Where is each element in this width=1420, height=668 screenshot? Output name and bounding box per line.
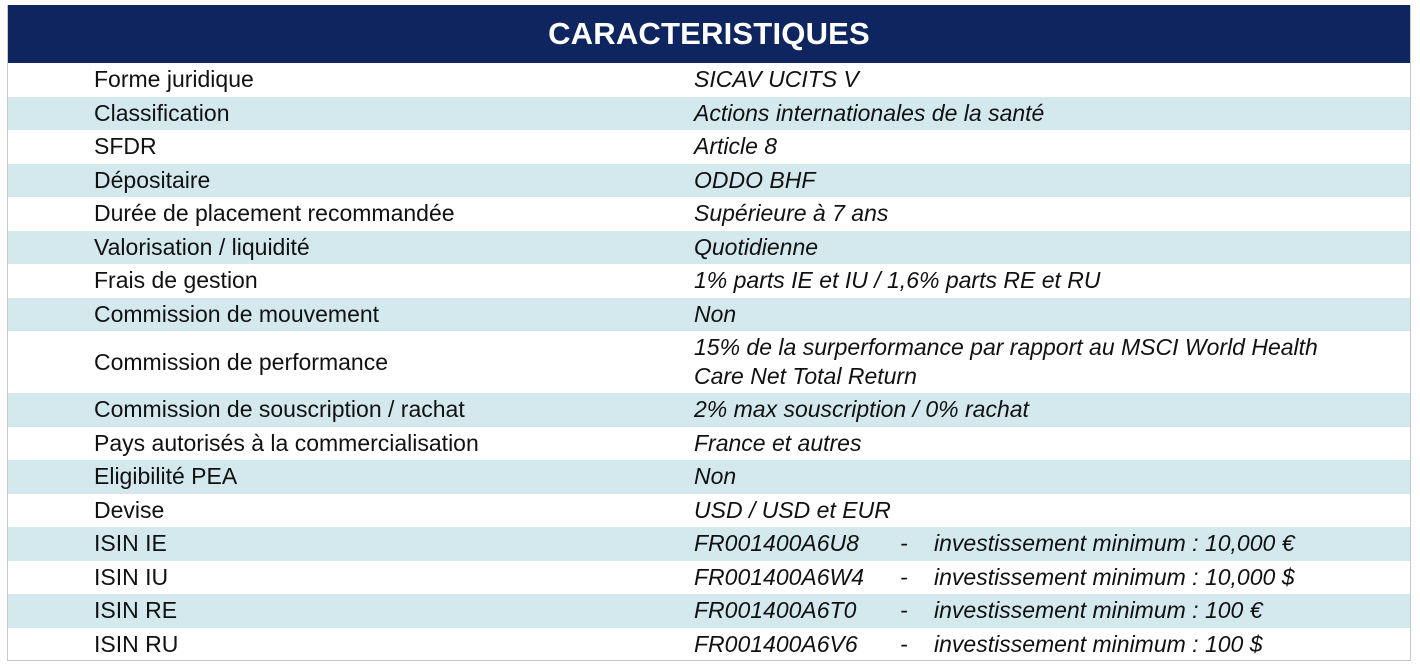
row-label: Classification — [94, 99, 230, 126]
row-valorisation — [8, 231, 1410, 265]
row-classification — [8, 97, 1410, 131]
row-value-line-2: Care Net Total Return — [694, 363, 917, 389]
row-label: Commission de mouvement — [94, 300, 380, 327]
row-eligibilite-pea — [8, 460, 1410, 494]
row-value: ODDO BHF — [694, 166, 816, 193]
row-label: Durée de placement recommandée — [94, 200, 455, 227]
row-value: Article 8 — [694, 133, 778, 160]
row-label: ISIN IE — [94, 530, 167, 557]
row-value: USD / USD et EUR — [694, 496, 891, 523]
row-label: SFDR — [94, 133, 157, 160]
row-commission-performance — [8, 331, 1410, 393]
row-value — [694, 529, 1295, 558]
row-label: Frais de gestion — [94, 267, 258, 294]
row-label: Pays autorisés à la commercialisation — [94, 429, 479, 456]
row-value — [694, 596, 1263, 625]
row-value: 1% parts IE et IU / 1,6% parts RE et RU — [694, 267, 1101, 294]
minimum-investment: investissement minimum : 10,000 € — [934, 530, 1295, 557]
isin-code: FR001400A6W4 — [694, 563, 865, 590]
row-isin-ru — [8, 628, 1410, 662]
table-title: CARACTERISTIQUES — [8, 5, 1410, 63]
minimum-investment: investissement minimum : 100 € — [934, 597, 1263, 624]
row-label: Valorisation / liquidité — [94, 233, 310, 260]
separator: - — [900, 563, 908, 590]
row-value: France et autres — [694, 429, 862, 456]
row-value — [694, 333, 1410, 391]
row-frais-gestion — [8, 264, 1410, 298]
row-depositaire — [8, 164, 1410, 198]
row-isin-ie — [8, 527, 1410, 561]
row-label: Dépositaire — [94, 166, 211, 193]
row-value — [694, 563, 1295, 592]
row-isin-iu — [8, 561, 1410, 595]
characteristics-table — [7, 5, 1411, 661]
row-pays-autorises — [8, 427, 1410, 461]
separator: - — [900, 630, 908, 657]
isin-code: FR001400A6T0 — [694, 597, 857, 624]
row-value: Non — [694, 300, 737, 327]
row-value: SICAV UCITS V — [694, 66, 859, 93]
row-forme-juridique — [8, 63, 1410, 97]
row-label: Commission de performance — [94, 348, 389, 375]
row-label: Devise — [94, 496, 165, 523]
row-label: Commission de souscription / rachat — [94, 396, 465, 423]
minimum-investment: investissement minimum : 10,000 $ — [934, 563, 1295, 590]
row-value: Quotidienne — [694, 233, 819, 260]
minimum-investment: investissement minimum : 100 $ — [934, 630, 1263, 657]
row-value: Supérieure à 7 ans — [694, 200, 889, 227]
row-value-line-1: 15% de la surperformance par rapport au MSCI World Health — [694, 334, 1318, 360]
row-sfdr — [8, 130, 1410, 164]
separator: - — [900, 597, 908, 624]
row-commission-souscription — [8, 393, 1410, 427]
separator: - — [900, 530, 908, 557]
row-label: Forme juridique — [94, 66, 254, 93]
row-value: 2% max souscription / 0% rachat — [694, 396, 1029, 423]
isin-code: FR001400A6V6 — [694, 630, 858, 657]
row-value: Actions internationales de la santé — [694, 99, 1045, 126]
row-duree-placement — [8, 197, 1410, 231]
row-isin-re — [8, 594, 1410, 628]
row-label: ISIN RU — [94, 630, 179, 657]
row-value: Non — [694, 463, 737, 490]
isin-code: FR001400A6U8 — [694, 530, 859, 557]
row-label: ISIN RE — [94, 597, 178, 624]
row-label: ISIN IU — [94, 563, 169, 590]
row-value — [694, 630, 1263, 659]
row-label: Eligibilité PEA — [94, 463, 238, 490]
row-devise — [8, 494, 1410, 528]
row-commission-mouvement — [8, 298, 1410, 332]
